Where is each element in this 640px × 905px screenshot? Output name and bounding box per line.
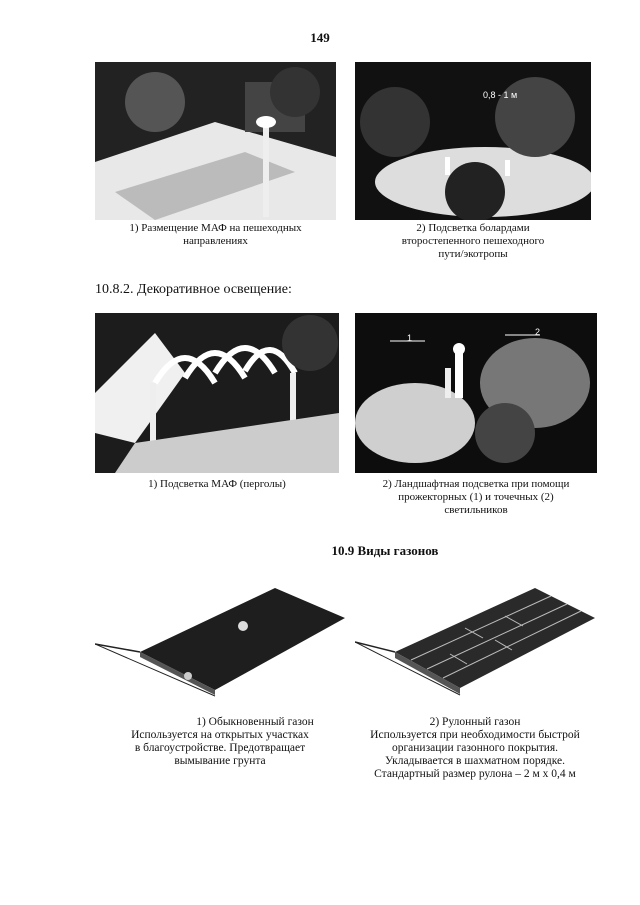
section-title-lawn-types: 10.9 Виды газонов [331, 543, 439, 558]
photo-maf-pedestrian-image [95, 62, 336, 220]
marker-projector: 1 [407, 333, 413, 343]
caption-line: второстепенного пешеходного [401, 235, 545, 247]
marker-point-light: 2 [535, 327, 541, 337]
caption-line: организации газонного покрытия. [391, 742, 559, 754]
caption-line: 2) Рулонный газон [429, 716, 521, 728]
photo-bollard-lighting [355, 62, 591, 220]
caption-pergola-lighting: 1) Подсветка МАФ (перголы) [148, 478, 286, 490]
caption-line: 1) Размещение МАФ на пешеходных [129, 222, 302, 234]
caption-landscape-lighting [355, 478, 597, 517]
caption-line: направлениях [183, 235, 248, 247]
caption-line: в благоустройстве. Предотвращает [134, 742, 306, 754]
caption-line: Стандартный размер рулона – 2 м х 0,4 м [374, 768, 576, 780]
caption-line: 1) Обыкновенный газон [196, 716, 314, 728]
caption-line: пути/экотропы [438, 248, 508, 260]
photo-maf-pedestrian [95, 62, 336, 220]
caption-line: Используется при необходимости быстрой [370, 729, 580, 741]
photo-pergola-lighting-image [95, 313, 339, 473]
photo-bollard-lighting-image [355, 62, 591, 220]
caption-roll-lawn [350, 716, 600, 781]
caption-line: 2) Ландшафтная подсветка при помощи [382, 478, 570, 490]
caption-line: Укладывается в шахматном порядке. [384, 755, 566, 767]
photo-dimension-label: 0,8 - 1 м [483, 90, 518, 100]
caption-bollard-lighting [355, 222, 591, 261]
caption-line: 2) Подсветка болардами [416, 222, 530, 234]
caption-maf-pedestrian [95, 222, 336, 248]
illustration-ordinary-lawn [95, 580, 345, 700]
caption-line: вымывание грунта [174, 755, 266, 767]
illustration-roll-lawn [355, 580, 600, 700]
photo-landscape-lighting-image [355, 313, 597, 473]
caption-line: Используется на открытых участках [131, 729, 309, 741]
page-number: 149 [310, 30, 330, 45]
photo-landscape-lighting [355, 313, 597, 473]
caption-ordinary-lawn [95, 716, 345, 768]
caption-line: прожекторных (1) и точечных (2) [398, 491, 554, 503]
photo-pergola-lighting [95, 313, 339, 473]
caption-line: светильников [444, 504, 508, 516]
section-heading-decorative-lighting: 10.8.2. Декоративное освещение: [95, 282, 292, 297]
